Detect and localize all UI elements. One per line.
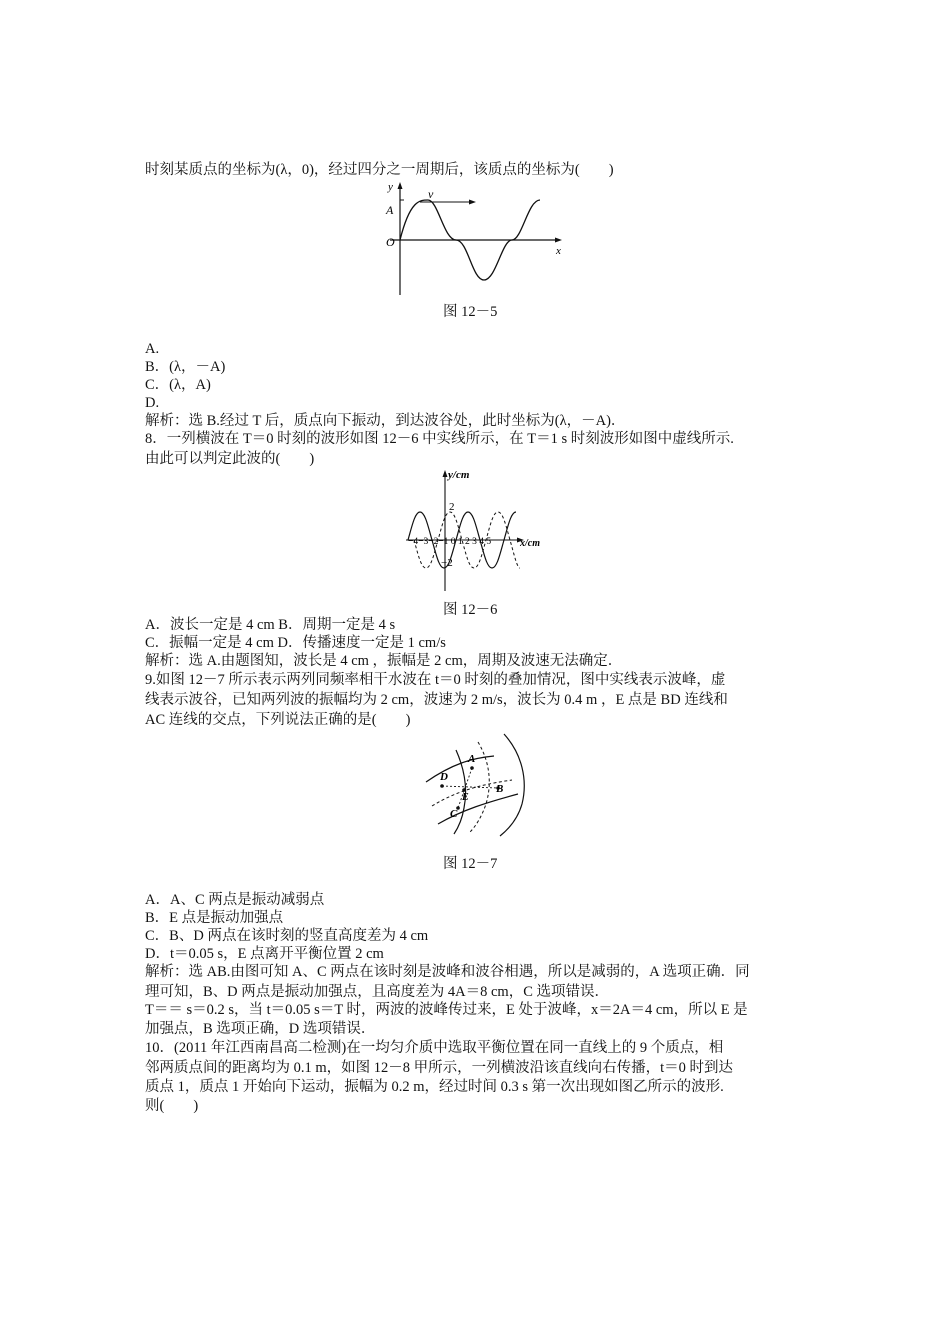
q9-option-c: C．B、D 两点在该时刻的竖直高度差为 4 cm: [145, 928, 429, 944]
q9-stem-line-1: 9.如图 12－7 所示表示两列同频率相干水波在 t＝0 时刻的叠加情况，图中实线表示波峰，虚: [145, 672, 726, 688]
figure-12-6-caption: 图 12－6: [443, 602, 498, 618]
q8-solution: 解析：选 A.由题图知，波长是 4 cm ，振幅是 2 cm，周期及波速无法确定．: [145, 653, 623, 669]
q8-stem-line-1: 8．一列横波在 T＝0 时刻的波形如图 12－6 中实线所示，在 T＝1 s 时刻波形如图中虚线所示.: [145, 431, 734, 447]
q7-option-c: C．(λ，A): [145, 377, 211, 393]
figure-12-7: [412, 728, 552, 840]
x-axis-label: x/cm: [520, 538, 540, 549]
q9-option-a: A．A、C 两点是振动减弱点: [145, 892, 325, 908]
q9-solution-line-3: T＝＝ s＝0.2 s，当 t＝0.05 s＝T 时，两波的波峰传过来，E 处于波峰，x＝2A＝4 cm，所以 E 是: [145, 1002, 748, 1018]
amplitude-label: A: [386, 203, 394, 217]
q9-stem-line-3: AC 连线的交点，下列说法正确的是( ): [145, 712, 411, 728]
point-d-label: D: [440, 771, 448, 783]
figure-12-5: [380, 180, 570, 300]
point-b-label: B: [496, 783, 504, 795]
figure-12-5-caption: 图 12－5: [443, 304, 498, 320]
q9-solution-line-4: 加强点，B 选项正确，D 选项错误．: [145, 1021, 376, 1037]
q9-solution-line-2: 理可知，B、D 两点是振动加强点，且高度差为 4A＝8 cm，C 选项错误．: [145, 984, 609, 1000]
origin-label: O: [386, 235, 395, 249]
point-c-label: C: [450, 808, 458, 820]
figure-12-6: [398, 466, 558, 596]
tick-top-label: 2: [449, 501, 455, 513]
x-ticks-label: −4−3−2−1 0 1 2 3 4 5: [408, 537, 492, 547]
q7-solution: 解析：选 B.经过 T 后，质点向下振动，到达波谷处，此时坐标为(λ，－A)．: [145, 413, 626, 429]
q10-stem-line-2: 邻两质点间的距离均为 0.1 m，如图 12－8 甲所示，一列横波沿该直线向右传播，t＝0 时到达: [145, 1060, 734, 1076]
velocity-label: v: [428, 187, 434, 201]
q7-option-b: B．(λ，－A): [145, 359, 226, 375]
y-axis-label: y/cm: [448, 469, 470, 481]
q7-stem: 时刻某质点的坐标为(λ，0)，经过四分之一周期后，该质点的坐标为( ): [145, 162, 614, 178]
q7-option-a: A.: [145, 341, 160, 357]
point-a-label: A: [468, 753, 476, 765]
q10-stem-line-3: 质点 1，质点 1 开始向下运动，振幅为 0.2 m，经过时间 0.3 s 第一次出现如图乙所示的波形.: [145, 1079, 724, 1095]
y-axis-label: y: [388, 181, 393, 193]
q10-stem-line-1: 10．(2011 年江西南昌高二检测)在一均匀介质中选取平衡位置在同一直线上的 9 个质点，相: [145, 1040, 724, 1056]
q8-stem-line-2: 由此可以判定此波的( ): [145, 451, 315, 467]
figure-12-7-caption: 图 12－7: [443, 856, 498, 872]
q7-option-d: D.: [145, 395, 160, 411]
q8-option-ab: A．波长一定是 4 cm B．周期一定是 4 s: [145, 617, 396, 633]
point-e-label: E: [462, 792, 469, 803]
q9-option-b: B．E 点是振动加强点: [145, 910, 284, 926]
q9-stem-line-2: 线表示波谷，已知两列波的振幅均为 2 cm，波速为 2 m/s，波长为 0.4 m ，E 点是 BD 连线和: [145, 692, 728, 708]
x-axis-label: x: [556, 245, 561, 257]
tick-bottom-label: −2: [441, 557, 453, 569]
q8-option-cd: C．振幅一定是 4 cm D．传播速度一定是 1 cm/s: [145, 635, 446, 651]
q9-option-d: D．t＝0.05 s，E 点离开平衡位置 2 cm: [145, 946, 384, 962]
q10-stem-line-4: 则( ): [145, 1098, 199, 1114]
q9-solution-line-1: 解析：选 AB.由图可知 A、C 两点在该时刻是波峰和波谷相遇，所以是减弱的，A 选项正确．同: [145, 964, 750, 980]
